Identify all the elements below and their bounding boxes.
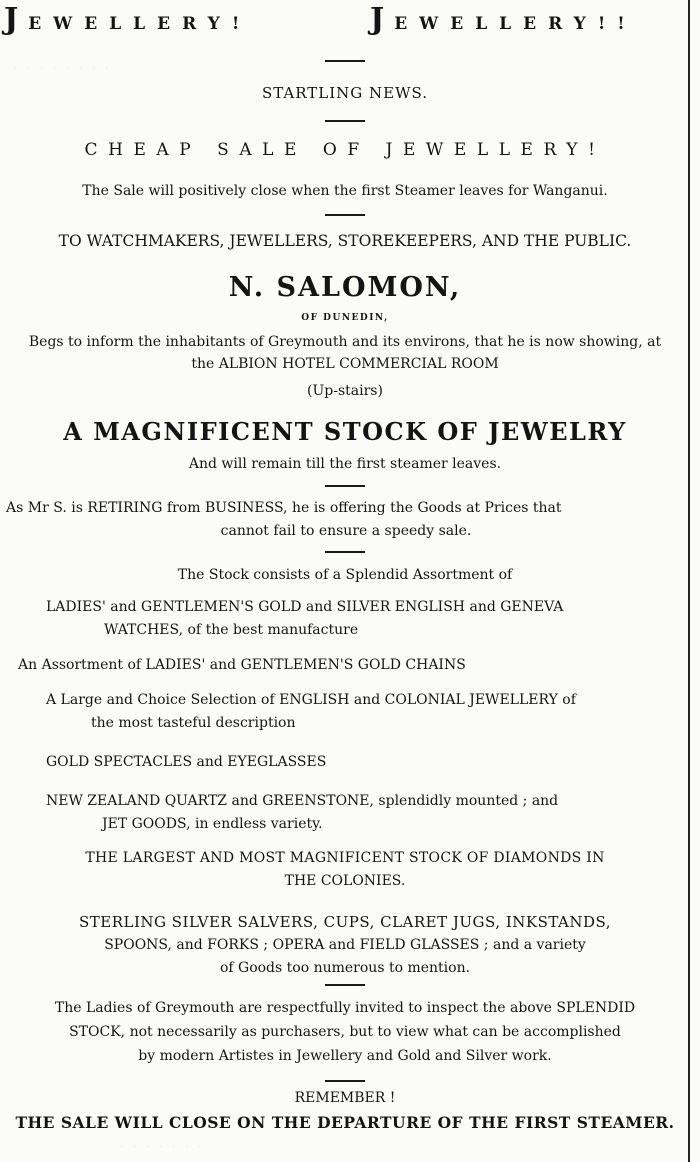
divider [0,1080,690,1082]
silverware-line-2: SPOONS, and FORKS ; OPERA and FIELD GLASSES ; and a variety [104,937,586,953]
invitation-line-1: The Ladies of Greymouth are respectfully invited to inspect the above SPLENDID [54,1000,636,1016]
header-right [370,2,637,37]
stock-item-nz-quartz [46,790,686,836]
merchant-origin: OF DUNEDIN, [301,313,389,323]
silverware-line-1: STERLING SILVER SALVERS, CUPS, CLARET JUGS, INKSTANDS, [78,913,612,931]
remain-notice: And will remain till the first steamer leaves. [188,456,502,472]
bleed-through-text: · · · · · · · [120,1140,205,1153]
startling-news: STARTLING NEWS. [261,84,429,102]
stock-item-line: WATCHES, of the best manufacture [104,622,359,638]
stock-item-line: JET GOODS, in endless variety. [102,816,323,832]
invitation-line-3: by modern Artistes in Jewellery and Gold and Silver work. [138,1048,552,1064]
stock-item-watches [46,596,686,642]
header-right-text: EWELLERY!! [394,14,637,34]
stock-item-spectacles: GOLD SPECTACLES and EYEGLASSES [46,754,327,770]
retiring-notice [0,497,690,543]
diamonds-line-1: THE LARGEST AND MOST MAGNIFICENT STOCK OF DIAMONDS IN [85,850,605,866]
header-right-initial: J [370,2,395,37]
masthead [0,2,690,38]
stock-item-line: NEW ZEALAND QUARTZ and GREENSTONE, splendidly mounted ; and [46,793,559,809]
ladies-invitation [0,996,690,1068]
stock-item-line: A Large and Choice Selection of ENGLISH and COLONIAL JEWELLERY of [46,692,576,708]
retiring-line-2: cannot fail to ensure a speedy sale. [220,523,472,539]
invitation-line-2: STOCK, not necessarily as purchasers, but to view what can be accomplished [69,1024,621,1040]
announcement-text: Begs to inform the inhabitants of Greymouth and its environs, that he is now showing, at the ALBION HOTEL COMMERCIAL ROOM [28,334,662,372]
header-left-initial: J [4,2,29,37]
divider [0,485,690,487]
to-watchmakers-heading: TO WATCHMAKERS, JEWELLERS, STOREKEEPERS, AND THE PUBLIC. [58,232,632,250]
header-left-text: EWELLERY! [28,14,252,34]
bleed-through-text: · · · · · · · · [14,62,112,75]
stock-intro: The Stock consists of a Splendid Assortment of [177,567,513,583]
header-left [4,2,251,37]
divider [0,214,690,216]
divider [0,120,690,122]
divider [0,551,690,553]
silverware-notice [0,911,690,980]
stock-item-line: LADIES' and GENTLEMEN'S GOLD and SILVER ENGLISH and GENEVA [46,599,564,615]
retiring-line-1: As Mr S. is RETIRING from BUSINESS, he is offering the Goods at Prices that [6,500,562,516]
sale-close-notice: The Sale will positively close when the first Steamer leaves for Wanganui. [82,183,608,199]
magnificent-stock-heading: A MAGNIFICENT STOCK OF JEWELRY [63,417,627,446]
divider [0,60,690,62]
diamonds-notice [0,847,690,893]
diamonds-line-2: THE COLONIES. [284,873,406,889]
upstairs-note: (Up-stairs) [307,383,383,399]
silverware-line-3: of Goods too numerous to mention. [219,960,471,976]
merchant-name: N. SALOMON, [228,272,462,303]
divider [0,984,690,986]
final-notice: THE SALE WILL CLOSE ON THE DEPARTURE OF THE FIRST STEAMER. [15,1113,675,1132]
stock-item-line: the most tasteful description [91,715,296,731]
remember-heading: REMEMBER ! [294,1090,396,1106]
cheap-sale-heading: CHEAP SALE OF JEWELLERY! [84,140,606,160]
stock-item-chains: An Assortment of LADIES' and GENTLEMEN'S GOLD CHAINS [18,657,466,673]
stock-item-jewellery [46,689,686,735]
